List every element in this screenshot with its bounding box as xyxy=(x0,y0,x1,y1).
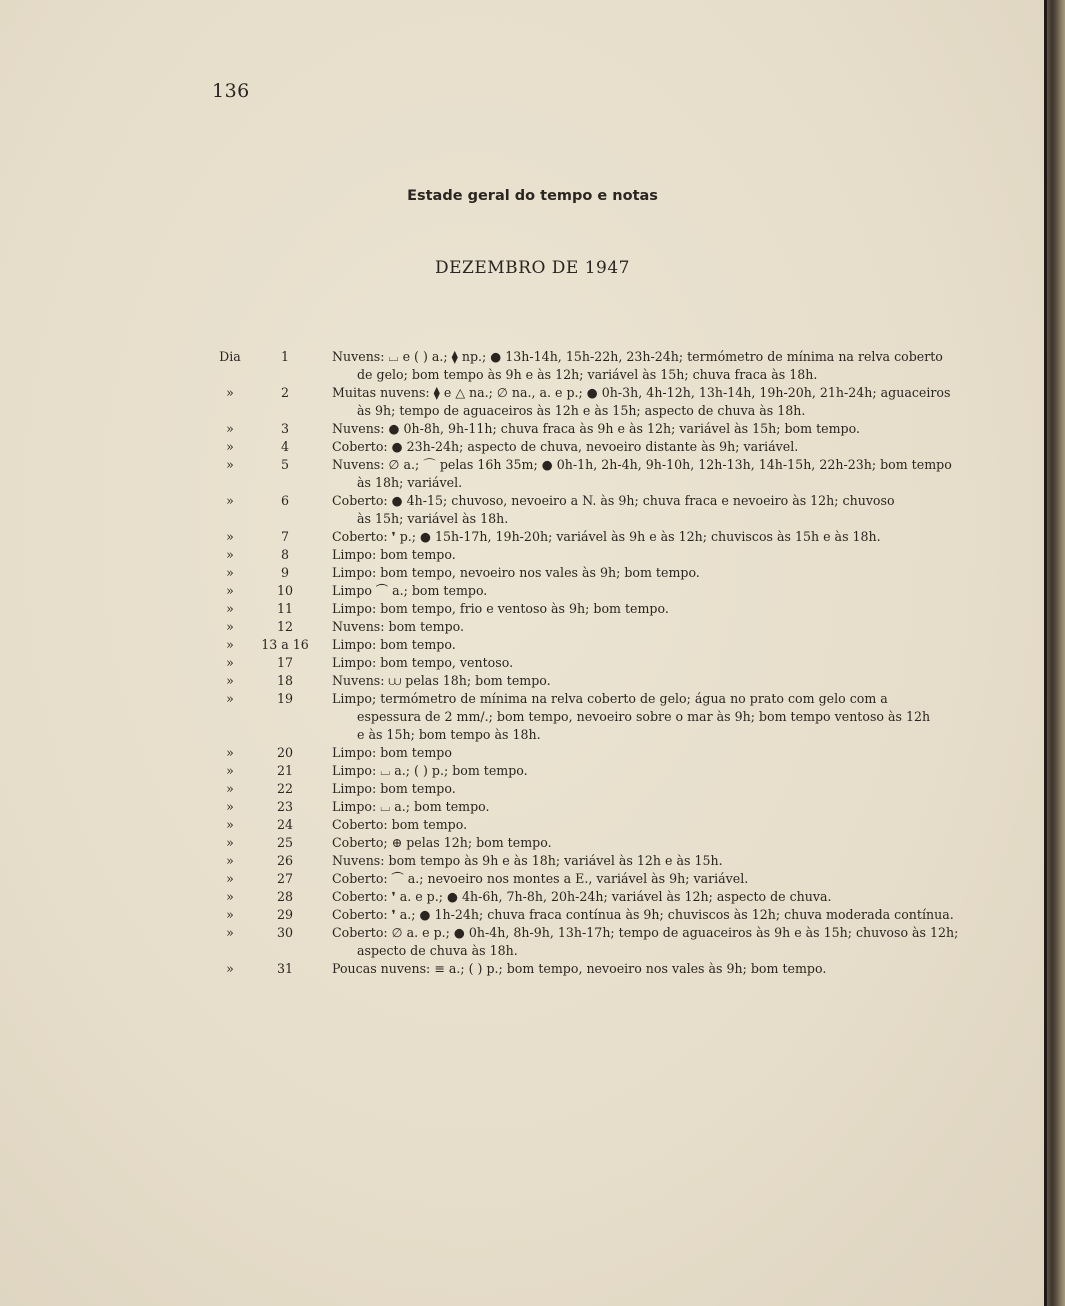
ditto-mark: » xyxy=(226,961,234,976)
ditto-mark: » xyxy=(226,385,234,400)
day-number: 29 xyxy=(276,907,294,922)
day-number: 1 xyxy=(280,349,289,364)
month-title: DEZEMBRO DE 1947 xyxy=(434,258,630,278)
day-number: 18 xyxy=(276,673,294,688)
ditto-mark: » xyxy=(226,655,234,670)
entry-text: Nuvens: bom tempo às 9h e às 18h; variável às 12h e às 15h. xyxy=(332,853,723,868)
day-entry xyxy=(0,456,1045,492)
entry-text-continuation: às 18h; variável. xyxy=(357,475,463,490)
page-edge-line xyxy=(1044,0,1047,1306)
day-entry xyxy=(0,888,1045,906)
ditto-mark: » xyxy=(226,637,234,652)
day-entry xyxy=(0,600,1045,618)
day-entry xyxy=(0,618,1045,636)
day-number: 25 xyxy=(276,835,294,850)
ditto-mark: » xyxy=(226,799,234,814)
day-number: 23 xyxy=(276,799,294,814)
ditto-mark: » xyxy=(226,565,234,580)
day-entry xyxy=(0,834,1045,852)
day-entry xyxy=(0,906,1045,924)
page-number: 136 xyxy=(212,80,250,102)
entry-text-continuation: às 15h; variável às 18h. xyxy=(357,511,509,526)
ditto-mark: » xyxy=(226,421,234,436)
day-number: 24 xyxy=(276,817,294,832)
entry-text: Limpo: bom tempo xyxy=(332,745,452,760)
ditto-mark: » xyxy=(226,781,234,796)
day-number: 11 xyxy=(276,601,294,616)
ditto-mark: » xyxy=(226,871,234,886)
entry-text: Nuvens: ⩊ pelas 18h; bom tempo. xyxy=(332,673,551,688)
day-entry xyxy=(0,672,1045,690)
day-number: 7 xyxy=(280,529,289,544)
ditto-mark: » xyxy=(226,745,234,760)
day-number: 21 xyxy=(276,763,294,778)
day-number: 10 xyxy=(276,583,294,598)
ditto-mark: » xyxy=(226,907,234,922)
ditto-mark: » xyxy=(226,691,234,706)
day-entry xyxy=(0,582,1045,600)
entry-text: Coberto: ❜ a.; ● 1h-24h; chuva fraca contínua às 9h; chuviscos às 12h; chuva moderada contínua. xyxy=(332,907,954,922)
entry-text: Limpo ⏜ a.; bom tempo. xyxy=(332,583,488,598)
day-number: 27 xyxy=(276,871,294,886)
day-entry xyxy=(0,852,1045,870)
entry-text: Limpo: ⌴ a.; ( ) p.; bom tempo. xyxy=(332,763,528,778)
entry-text: Coberto; ⊕ pelas 12h; bom tempo. xyxy=(332,835,552,850)
day-entry xyxy=(0,924,1045,960)
ditto-mark: Dia xyxy=(219,349,241,364)
ditto-mark: » xyxy=(226,493,234,508)
ditto-mark: » xyxy=(226,619,234,634)
day-number: 22 xyxy=(276,781,294,796)
day-number: 17 xyxy=(276,655,294,670)
entry-text: Limpo: bom tempo, frio e ventoso às 9h; bom tempo. xyxy=(332,601,669,616)
ditto-mark: » xyxy=(226,583,234,598)
section-title: Estade geral do tempo e notas xyxy=(407,188,658,204)
entry-text: Coberto: ∅ a. e p.; ● 0h-4h, 8h-9h, 13h-17h; tempo de aguaceiros às 9h e às 15h; chuvoso às 12h; xyxy=(332,925,959,940)
daily-entries-list xyxy=(0,348,1045,978)
entry-text: Limpo: bom tempo. xyxy=(332,547,456,562)
day-entry xyxy=(0,564,1045,582)
day-entry xyxy=(0,780,1045,798)
day-entry xyxy=(0,762,1045,780)
day-number: 5 xyxy=(280,457,289,472)
entry-text: Nuvens: ∅ a.; ⌒ pelas 16h 35m; ● 0h-1h, 2h-4h, 9h-10h, 12h-13h, 14h-15h, 22h-23h; bom tempo xyxy=(332,457,952,472)
entry-text: Limpo: bom tempo. xyxy=(332,781,456,796)
entry-text-continuation: de gelo; bom tempo às 9h e às 12h; variável às 15h; chuva fraca às 18h. xyxy=(357,367,818,382)
entry-text: Limpo: bom tempo, ventoso. xyxy=(332,655,514,670)
ditto-mark: » xyxy=(226,529,234,544)
ditto-mark: » xyxy=(226,673,234,688)
entry-text-continuation: às 9h; tempo de aguaceiros às 12h e às 15h; aspecto de chuva às 18h. xyxy=(357,403,806,418)
entry-text: Limpo: bom tempo. xyxy=(332,637,456,652)
day-entry xyxy=(0,420,1045,438)
day-entry xyxy=(0,636,1045,654)
entry-text: Coberto: bom tempo. xyxy=(332,817,468,832)
entry-text: Limpo; termómetro de mínima na relva coberto de gelo; água no prato com gelo com a xyxy=(332,691,888,706)
day-entry xyxy=(0,870,1045,888)
book-spine-edge xyxy=(1045,0,1065,1306)
day-entry xyxy=(0,438,1045,456)
day-entry xyxy=(0,528,1045,546)
entry-text: Muitas nuvens: ⧫ e △ na.; ∅ na., a. e p.; ● 0h-3h, 4h-12h, 13h-14h, 19h-20h, 21h-24h; aguaceiros xyxy=(332,385,951,400)
ditto-mark: » xyxy=(226,439,234,454)
entry-text: Nuvens: ⌴ e ( ) a.; ⧫ np.; ● 13h-14h, 15h-22h, 23h-24h; termómetro de mínima na relva coberto xyxy=(332,349,943,364)
day-entry xyxy=(0,492,1045,528)
entry-text: Coberto: ● 4h-15; chuvoso, nevoeiro a N. às 9h; chuva fraca e nevoeiro às 12h; chuvoso xyxy=(332,493,895,508)
ditto-mark: » xyxy=(226,853,234,868)
day-entry xyxy=(0,744,1045,762)
day-entry xyxy=(0,816,1045,834)
day-entry xyxy=(0,960,1045,978)
day-number: 13 a 16 xyxy=(261,637,309,652)
ditto-mark: » xyxy=(226,835,234,850)
ditto-mark: » xyxy=(226,763,234,778)
ditto-mark: » xyxy=(226,547,234,562)
day-number: 30 xyxy=(276,925,294,940)
ditto-mark: » xyxy=(226,925,234,940)
day-entry xyxy=(0,798,1045,816)
day-entry xyxy=(0,348,1045,384)
entry-text: Coberto: ⏜ a.; nevoeiro nos montes a E., variável às 9h; variável. xyxy=(332,871,749,886)
entry-text: Poucas nuvens: ≡ a.; ( ) p.; bom tempo, nevoeiro nos vales às 9h; bom tempo. xyxy=(332,961,827,976)
entry-text: Nuvens: bom tempo. xyxy=(332,619,464,634)
day-number: 3 xyxy=(280,421,289,436)
entry-text: Nuvens: ● 0h-8h, 9h-11h; chuva fraca às 9h e às 12h; variável às 15h; bom tempo. xyxy=(332,421,860,436)
day-number: 4 xyxy=(280,439,289,454)
day-number: 26 xyxy=(276,853,294,868)
entry-text: Coberto: ● 23h-24h; aspecto de chuva, nevoeiro distante às 9h; variável. xyxy=(332,439,799,454)
ditto-mark: » xyxy=(226,889,234,904)
day-number: 12 xyxy=(276,619,294,634)
day-number: 9 xyxy=(280,565,289,580)
day-number: 28 xyxy=(276,889,294,904)
entry-text-continuation: aspecto de chuva às 18h. xyxy=(357,943,518,958)
entry-text: Limpo: ⌴ a.; bom tempo. xyxy=(332,799,490,814)
entry-text: Coberto: ❜ p.; ● 15h-17h, 19h-20h; variável às 9h e às 12h; chuviscos às 15h e às 18h. xyxy=(332,529,881,544)
ditto-mark: » xyxy=(226,817,234,832)
day-entry xyxy=(0,546,1045,564)
day-number: 19 xyxy=(276,691,294,706)
day-entry xyxy=(0,690,1045,744)
entry-text-continuation: e às 15h; bom tempo às 18h. xyxy=(357,727,541,742)
day-number: 31 xyxy=(276,961,294,976)
day-number: 6 xyxy=(280,493,289,508)
entry-text: Coberto: ❜ a. e p.; ● 4h-6h, 7h-8h, 20h-24h; variável às 12h; aspecto de chuva. xyxy=(332,889,832,904)
entry-text: Limpo: bom tempo, nevoeiro nos vales às 9h; bom tempo. xyxy=(332,565,700,580)
entry-text-continuation: espessura de 2 mm/.; bom tempo, nevoeiro sobre o mar às 9h; bom tempo ventoso às 12h xyxy=(357,709,931,724)
day-number: 20 xyxy=(276,745,294,760)
day-number: 2 xyxy=(280,385,289,400)
day-entry xyxy=(0,384,1045,420)
day-number: 8 xyxy=(280,547,289,562)
ditto-mark: » xyxy=(226,457,234,472)
ditto-mark: » xyxy=(226,601,234,616)
day-entry xyxy=(0,654,1045,672)
